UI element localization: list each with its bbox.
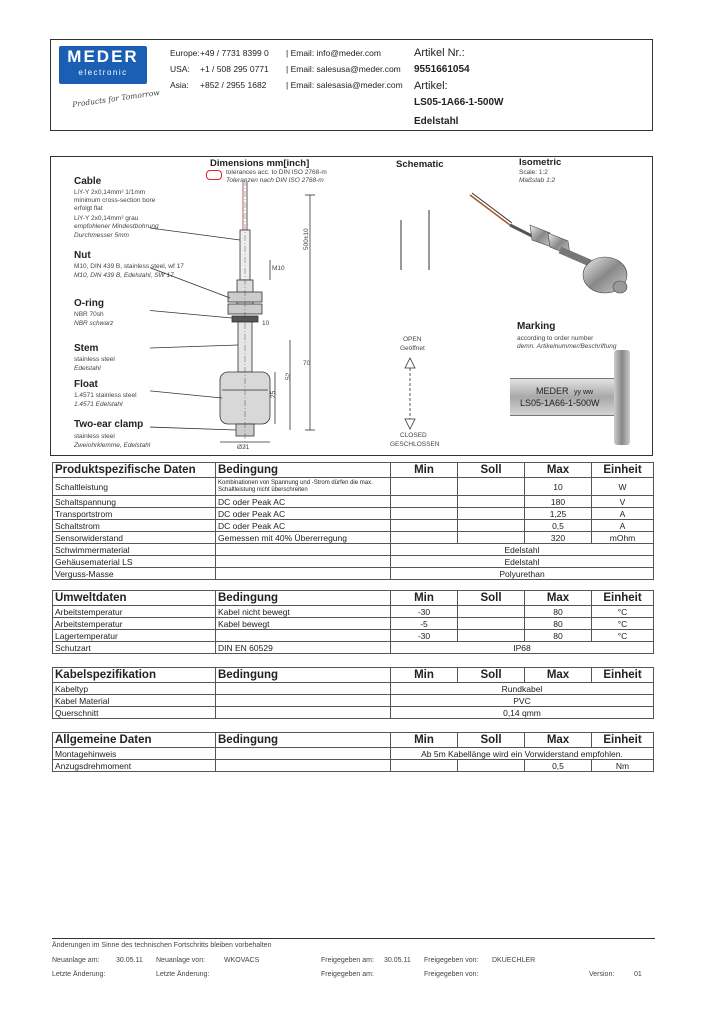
- row-min: [391, 760, 458, 772]
- col-header: Max: [525, 591, 592, 606]
- row-unit: Nm: [592, 760, 654, 772]
- marking-text1: MEDER: [536, 386, 569, 396]
- table-row: [53, 630, 654, 642]
- contact-europe-email[interactable]: | Email: info@meder.com: [286, 48, 381, 58]
- row-cond: [216, 683, 391, 695]
- footer-divider: [52, 938, 655, 939]
- environment-table: [52, 590, 654, 654]
- artikel-nr-label: Artikel Nr.:: [414, 47, 465, 59]
- footer-v3: 30.05.11: [384, 957, 411, 964]
- schematic-title: Schematic: [396, 159, 444, 170]
- contact-asia-phone: +852 / 2955 1682: [200, 80, 267, 90]
- col-header: Einheit: [592, 463, 654, 478]
- table-row: [53, 544, 654, 556]
- col-header: Soll: [458, 733, 525, 748]
- marking-note1: according to order number: [517, 335, 594, 342]
- artikel-label: Artikel:: [414, 80, 448, 92]
- col-header: Soll: [458, 668, 525, 683]
- contact-usa-phone: +1 / 508 295 0771: [200, 64, 269, 74]
- row-cond: [216, 478, 391, 496]
- row-cond: [216, 695, 391, 707]
- row-unit: °C: [592, 606, 654, 618]
- row-min: [391, 478, 458, 496]
- nut-title: Nut: [74, 250, 91, 261]
- oring-desc-0: NBR 70sh: [74, 311, 104, 318]
- col-header: Max: [525, 463, 592, 478]
- row-name: Schwimmermaterial: [53, 544, 216, 556]
- row-cond: [216, 544, 391, 556]
- clamp-desc-1: Zweiohrklemme, Edelstahl: [74, 442, 151, 449]
- table-row: [53, 556, 654, 568]
- float-desc-0: 1.4571 stainless steel: [74, 392, 137, 399]
- row-value: Ab 5m Kabellänge wird ein Vorwiderstand empfohlen.: [391, 748, 654, 760]
- row-value: PVC: [391, 695, 654, 707]
- col-header: Min: [391, 591, 458, 606]
- col-header: Soll: [458, 591, 525, 606]
- artikel-value: LS05-1A66-1-500W: [414, 97, 504, 108]
- product-data-table: [52, 462, 654, 580]
- row-name: Verguss-Masse: [53, 568, 216, 580]
- row-name: Gehäusematerial LS: [53, 556, 216, 568]
- oring-title: O-ring: [74, 298, 104, 309]
- dimension-drawing: [150, 180, 350, 450]
- row-unit: °C: [592, 630, 654, 642]
- stem-desc-1: Edelstahl: [74, 365, 101, 372]
- cable-desc-1: minimum cross-section bore: [74, 197, 156, 204]
- footer-l7: Freigegeben am:: [321, 971, 374, 978]
- float-title: Float: [74, 379, 98, 390]
- row-soll: [458, 606, 525, 618]
- row-cond: Kabel nicht bewegt: [216, 606, 391, 618]
- contact-europe-phone: +49 / 7731 8399 0: [200, 48, 269, 58]
- level-arrow: [403, 356, 417, 431]
- col-header: Umweltdaten: [53, 591, 216, 606]
- row-name: Sensorwiderstand: [53, 532, 216, 544]
- table-row: [53, 618, 654, 630]
- row-max: 80: [525, 618, 592, 630]
- footer-v4: DKUECHLER: [492, 957, 536, 964]
- dim-500: 500±10: [303, 228, 310, 250]
- row-soll: [458, 532, 525, 544]
- closed-label: CLOSED: [400, 432, 427, 439]
- contact-usa-email[interactable]: | Email: salesusa@meder.com: [286, 64, 401, 74]
- col-header: Bedingung: [216, 463, 391, 478]
- table-row: [53, 478, 654, 496]
- row-cond: Gemessen mit 40% Übererregung: [216, 532, 391, 544]
- row-unit: °C: [592, 618, 654, 630]
- row-min: -30: [391, 630, 458, 642]
- col-header: Bedingung: [216, 591, 391, 606]
- row-min: -30: [391, 606, 458, 618]
- tolerance-note2: Toleranzen nach DIN ISO 2768-m: [226, 177, 324, 184]
- row-unit: V: [592, 496, 654, 508]
- nut-desc-0: M10, DIN 439 B, stainless steel, wf 17: [74, 263, 184, 270]
- logo-line1: MEDER: [67, 47, 139, 66]
- col-header: Max: [525, 733, 592, 748]
- row-name: Schaltleistung: [53, 478, 216, 496]
- cable-table: [52, 667, 654, 719]
- open-label-de: Geöffnet: [400, 345, 425, 352]
- row-cond: [216, 748, 391, 760]
- marking-label: [510, 378, 614, 416]
- row-min: [391, 532, 458, 544]
- stem-title: Stem: [74, 343, 99, 354]
- footer-v2: WKOVACS: [224, 957, 260, 964]
- row-value: 0,14 qmm: [391, 707, 654, 719]
- col-header: Bedingung: [216, 733, 391, 748]
- marking-note2: demn. Artikelnummer/Beschriftung: [517, 343, 617, 350]
- col-header: Min: [391, 733, 458, 748]
- dim-10: 10: [262, 320, 270, 327]
- table-row: [53, 695, 654, 707]
- row-min: [391, 496, 458, 508]
- general-table: [52, 732, 654, 772]
- footer-note: Änderungen im Sinne des technischen Fortschritts bleiben vorbehalten: [52, 942, 272, 949]
- row-cond: DIN EN 60529: [216, 642, 391, 654]
- row-name: Kabeltyp: [53, 683, 216, 695]
- row-value: Rundkabel: [391, 683, 654, 695]
- row-name: Anzugsdrehmoment: [53, 760, 216, 772]
- material-value: Edelstahl: [414, 116, 459, 127]
- schematic-drawing: [395, 200, 435, 280]
- footer-l5: Letzte Änderung:: [52, 971, 106, 978]
- footer-version-label: Version:: [589, 971, 615, 978]
- marking-text2: yy ww: [574, 389, 594, 396]
- row-max: 80: [525, 606, 592, 618]
- table-header-row: [53, 668, 654, 683]
- nut-desc-1: M10, DIN 439 B, Edelstahl, SW 17: [74, 272, 174, 279]
- cable-desc-5: Durchmesser 5mm: [74, 232, 129, 239]
- row-min: [391, 508, 458, 520]
- row-max: 0,5: [525, 760, 592, 772]
- contact-asia-email[interactable]: | Email: salesasia@meder.com: [286, 80, 403, 90]
- projection-symbol: [206, 170, 222, 180]
- row-cond: [216, 760, 391, 772]
- col-header: Produktspezifische Daten: [53, 463, 216, 478]
- dim-52: 52: [285, 372, 292, 380]
- table-row: [53, 532, 654, 544]
- artikel-nr-value: 9551661054: [414, 64, 470, 75]
- row-name: Transportstrom: [53, 508, 216, 520]
- row-max: 80: [525, 630, 592, 642]
- row-max: 180: [525, 496, 592, 508]
- dim-d21: Ø21: [237, 444, 250, 451]
- row-soll: [458, 630, 525, 642]
- row-cond: DC oder Peak AC: [216, 496, 391, 508]
- marking-title: Marking: [517, 321, 556, 332]
- table-row: [53, 683, 654, 695]
- row-unit: A: [592, 508, 654, 520]
- table-header-row: [53, 591, 654, 606]
- marking-flange: [614, 350, 630, 445]
- table-header-row: [53, 463, 654, 478]
- footer-version-value: 01: [634, 971, 642, 978]
- table-row: [53, 748, 654, 760]
- col-header: Kabelspezifikation: [53, 668, 216, 683]
- dimensions-title: Dimensions mm[inch]: [210, 158, 310, 169]
- col-header: Allgemeine Daten: [53, 733, 216, 748]
- dim-m10: M10: [272, 265, 285, 272]
- footer-l3: Freigegeben am:: [321, 957, 374, 964]
- stem-desc-0: stainless steel: [74, 356, 115, 363]
- float-desc-1: 1.4571 Edelstahl: [74, 401, 123, 408]
- footer-l4: Freigegeben von:: [424, 957, 479, 964]
- dim-25: 25: [270, 390, 277, 398]
- row-cond: [216, 630, 391, 642]
- row-soll: [458, 478, 525, 496]
- footer-v1: 30.05.11: [116, 957, 143, 964]
- cable-desc-3: LiY-Y 2x0,14mm² grau: [74, 215, 139, 222]
- row-cond: DC oder Peak AC: [216, 508, 391, 520]
- cable-desc-0: LiY-Y 2x0,14mm² 1/1mm: [74, 189, 146, 196]
- col-header: Bedingung: [216, 668, 391, 683]
- row-value: Edelstahl: [391, 556, 654, 568]
- logo-line2: electronic: [78, 68, 128, 77]
- col-header: Einheit: [592, 591, 654, 606]
- clamp-title: Two-ear clamp: [74, 419, 144, 430]
- tolerance-note1: tolerances acc. to DIN ISO 2768-m: [226, 169, 327, 176]
- row-soll: [458, 520, 525, 532]
- row-cond: [216, 568, 391, 580]
- footer-l6: Letzte Änderung:: [156, 971, 210, 978]
- row-soll: [458, 760, 525, 772]
- table-row: [53, 520, 654, 532]
- row-min: -5: [391, 618, 458, 630]
- cable-desc-2: erfolgt flat: [74, 205, 103, 212]
- closed-label-de: GESCHLOSSEN: [390, 441, 440, 448]
- row-unit: A: [592, 520, 654, 532]
- row-value: Polyurethan: [391, 568, 654, 580]
- table-row: [53, 707, 654, 719]
- row-name: Schaltstrom: [53, 520, 216, 532]
- contact-usa-region: USA:: [170, 64, 190, 74]
- row-min: [391, 520, 458, 532]
- row-cond: Kabel bewegt: [216, 618, 391, 630]
- row-name: Lagertemperatur: [53, 630, 216, 642]
- table-row: [53, 496, 654, 508]
- cond-text: Kombinationen von Spannung und -Strom dürfen die max. Schaltleistung nicht überschreiten: [218, 479, 373, 493]
- isometric-note2: Maßstab 1:2: [519, 177, 556, 184]
- logo-tagline: Products for Tomorrow: [71, 87, 161, 110]
- table-header-row: [53, 733, 654, 748]
- row-name: Querschnitt: [53, 707, 216, 719]
- row-soll: [458, 618, 525, 630]
- clamp-desc-0: stainless steel: [74, 433, 115, 440]
- table-row: [53, 760, 654, 772]
- isometric-image: [460, 185, 640, 310]
- row-name: Arbeitstemperatur: [53, 606, 216, 618]
- col-header: Soll: [458, 463, 525, 478]
- row-cond: DC oder Peak AC: [216, 520, 391, 532]
- table-row: [53, 568, 654, 580]
- row-cond: [216, 556, 391, 568]
- table-row: [53, 642, 654, 654]
- footer-l1: Neuanlage am:: [52, 957, 100, 964]
- isometric-note1: Scale: 1:2: [519, 169, 548, 176]
- isometric-title: Isometric: [519, 157, 562, 168]
- row-name: Kabel Material: [53, 695, 216, 707]
- row-value: Edelstahl: [391, 544, 654, 556]
- row-unit: W: [592, 478, 654, 496]
- row-value: IP68: [391, 642, 654, 654]
- open-label: OPEN: [403, 336, 422, 343]
- col-header: Min: [391, 463, 458, 478]
- row-max: 1,25: [525, 508, 592, 520]
- marking-text3: LS05-1A66-1-500W: [520, 398, 600, 408]
- contact-europe-region: Europe:: [170, 48, 200, 58]
- dim-70: 70: [303, 360, 311, 367]
- row-max: 320: [525, 532, 592, 544]
- col-header: Einheit: [592, 668, 654, 683]
- row-soll: [458, 496, 525, 508]
- row-max: 0,5: [525, 520, 592, 532]
- row-cond: [216, 707, 391, 719]
- row-max: 10: [525, 478, 592, 496]
- col-header: Min: [391, 668, 458, 683]
- row-name: Schutzart: [53, 642, 216, 654]
- col-header: Einheit: [592, 733, 654, 748]
- cable-title: Cable: [74, 176, 102, 187]
- meder-logo: [59, 46, 147, 84]
- row-unit: mOhm: [592, 532, 654, 544]
- col-header: Max: [525, 668, 592, 683]
- row-name: Montagehinweis: [53, 748, 216, 760]
- table-row: [53, 606, 654, 618]
- contact-asia-region: Asia:: [170, 80, 189, 90]
- row-name: Schaltspannung: [53, 496, 216, 508]
- table-row: [53, 508, 654, 520]
- row-soll: [458, 508, 525, 520]
- cable-desc-4: empfohlener Mindestbohrung: [74, 223, 159, 230]
- footer-l8: Freigegeben von:: [424, 971, 479, 978]
- oring-desc-1: NBR schwarz: [74, 320, 114, 327]
- footer-l2: Neuanlage von:: [156, 957, 206, 964]
- row-name: Arbeitstemperatur: [53, 618, 216, 630]
